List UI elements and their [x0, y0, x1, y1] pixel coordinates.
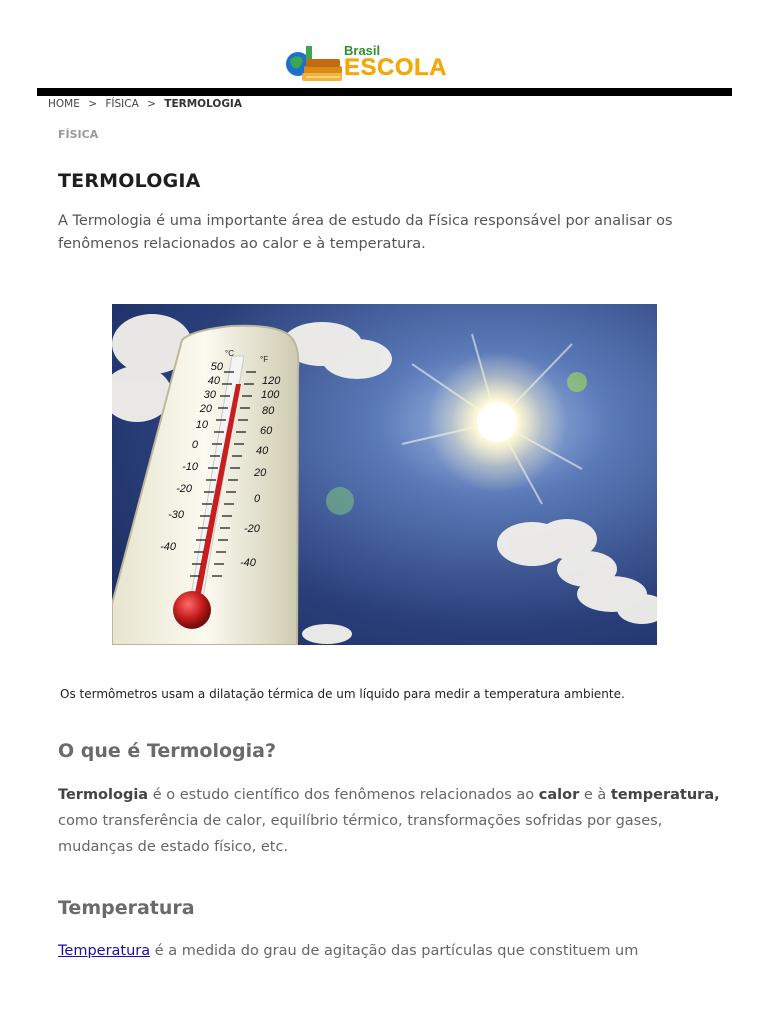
fahrenheit-tick-label: 80 [262, 405, 275, 417]
celsius-tick-label: 30 [203, 389, 216, 401]
logo-text-escola: ESCOLA [344, 54, 448, 81]
fahrenheit-tick-label: 40 [256, 445, 269, 457]
paragraph-text: como transferência de calor, equilíbrio térmico, transformações sofridas por gases, mudanças de estado físico, etc. [58, 813, 663, 855]
breadcrumb-current: TERMOLOGIA [164, 98, 242, 110]
paragraph-text: é o estudo científico dos fenômenos relacionados ao [148, 787, 539, 803]
page-title: TERMOLOGIA [58, 170, 201, 192]
celsius-tick-label: -10 [182, 461, 198, 473]
fahrenheit-tick-label: 60 [260, 425, 273, 437]
fahrenheit-tick-label: 100 [261, 389, 280, 401]
paragraph-text: e à [579, 787, 611, 803]
site-logo[interactable] [284, 40, 448, 88]
section-heading-temperatura: Temperatura [58, 897, 195, 919]
celsius-tick-label: 0 [191, 439, 198, 451]
breadcrumb-separator: > [88, 98, 98, 110]
celsius-tick-label: 40 [207, 375, 220, 387]
bold-term-termologia: Termologia [58, 787, 149, 803]
article-lead: A Termologia é uma importante área de estudo da Física responsável por analisar os fenômenos relacionados ao calor e à temperatura. [58, 213, 673, 252]
celsius-tick-label: 20 [199, 403, 212, 415]
paragraph-text: é a medida do grau de agitação das partículas que constituem um [150, 943, 639, 959]
books-globe-icon [284, 40, 344, 88]
fahrenheit-tick-label: -20 [244, 523, 260, 535]
celsius-tick-label: -30 [168, 509, 184, 521]
breadcrumb-fisica-link[interactable]: FÍSICA [105, 98, 139, 110]
section-paragraph-temperatura [58, 938, 728, 964]
header-divider-bar [37, 88, 732, 96]
celsius-tick-label: -20 [176, 483, 192, 495]
image-caption: Os termômetros usam a dilatação térmica de um líquido para medir a temperatura ambiente. [60, 687, 625, 701]
celsius-tick-label: 50 [210, 361, 223, 373]
fahrenheit-tick-label: 20 [254, 467, 267, 479]
article-hero-image [112, 304, 657, 645]
article-category-link[interactable]: FÍSICA [58, 128, 99, 141]
thermometer-sky-illustration [112, 304, 657, 645]
bold-term-temperatura: temperatura, [610, 787, 720, 803]
section-heading-o-que-e-termologia: O que é Termologia? [58, 740, 276, 762]
temperatura-link[interactable]: Temperatura [58, 943, 151, 959]
celsius-tick-label: 10 [195, 419, 208, 431]
breadcrumb-separator: > [147, 98, 156, 110]
section-paragraph-termologia [58, 782, 728, 860]
celsius-unit-label: °C [225, 349, 234, 358]
fahrenheit-unit-label: °F [260, 355, 269, 364]
fahrenheit-tick-label: 120 [262, 375, 281, 387]
fahrenheit-tick-label: -40 [240, 557, 256, 569]
celsius-tick-label: -40 [160, 541, 176, 553]
breadcrumb-home-link[interactable]: HOME [48, 98, 80, 110]
fahrenheit-tick-label: 0 [254, 493, 261, 505]
breadcrumb [48, 98, 242, 110]
bold-term-calor: calor [538, 787, 580, 803]
logo-text-brasil: Brasil [344, 43, 381, 58]
